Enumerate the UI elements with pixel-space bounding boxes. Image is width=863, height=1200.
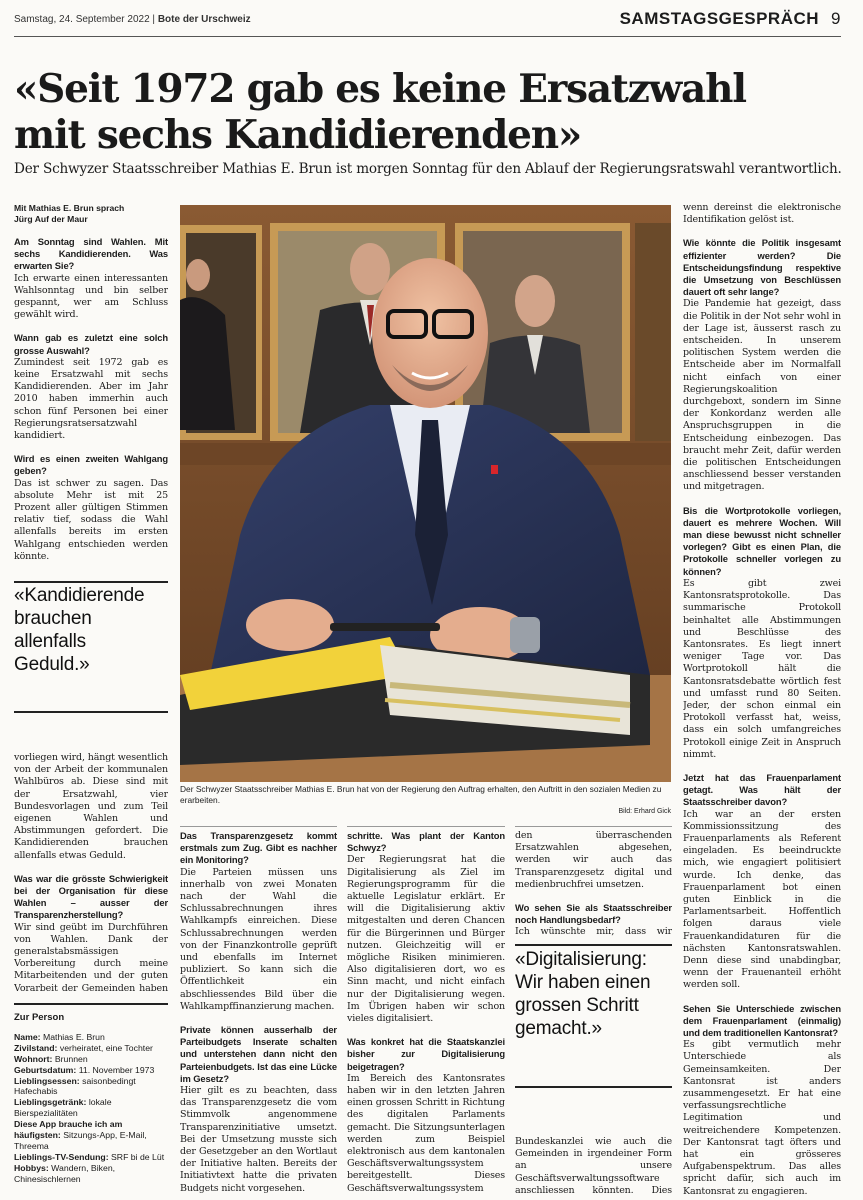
column-5 (683, 202, 841, 1198)
value-birthdate: 11. November 1973 (78, 1064, 155, 1075)
value-favorite-tv: SRF bi de Lüt (111, 1151, 165, 1162)
portrait-photo (180, 205, 671, 782)
value-residence: Brunnen (54, 1053, 88, 1064)
headline-line-2: mit sechs Kandidierenden» (14, 112, 582, 158)
pullquote-2-rule-top (515, 944, 672, 946)
answer: Der Regierungsrat hat die Digitalisierung als Ziel im Regierungsprogramm für die aktuelle Legislatur erklärt. Er will die Digitalisierung aktiv mitgestalten und deren Chancen für die Bürgerinnen und Bürger nutzen. Gleichzeitig will er mögliche Risiken minimieren. Also digitalisieren dort, wo es Sinn macht, und nicht einfach nur der Digitalisierung wegen. Im Übrigen haben wir schon vieles digitalisiert. (347, 854, 505, 1025)
page-number: 9 (831, 9, 841, 28)
value-favorite-food: saisonbedingt Hafechabis (14, 1075, 136, 1097)
question: Sehen Sie Unterschiede zwischen dem Frauenparlament (einmalig) und dem traditionellen Kantonsrat? (683, 1002, 841, 1038)
answer: Zumindest seit 1972 gab es keine Ersatzwahl mit sechs Kandidierenden. Aber im Jahr 2010 haben immerhin auch schon fünf Personen bei einer Regierungsratsersatzwahl kandidiert. (14, 356, 168, 442)
header-date: Samstag, 24. September 2022 (14, 14, 150, 25)
question: Private können ausserhalb der Parteibudgets Inserate schalten und unterstehen dann nicht den Parteienbudgets. Ist das eine Lücke im Gesetz? (180, 1024, 337, 1084)
answer: Ich erwarte einen interessanten Wahlsonntag und bin selber gespannt, wer am Schluss gewählt wird. (14, 272, 168, 321)
painting-left (180, 225, 262, 440)
pullquote-rule-bottom (14, 711, 168, 713)
label-name: Name: (14, 1031, 41, 1042)
column-4-bottom (515, 1136, 672, 1198)
answer: Es gibt zwei Kantonsratsprotokolle. Das summarische Protokoll beinhaltet alle Abstimmungen und Beschlüsse des Kantonsrates. Es liegt innert weniger Tage vor. Das Wortprotokoll hält die Kantonsratsdebatte wörtlich fest und umfasst rund 80 Seiten. Jeder, der schon einmal ein Protokoll verfasst hat, weiss, dass ein solch umfangreiches Protokoll einige Zeit in Anspruch nimmt. (683, 577, 841, 760)
pullquote-line: allenfalls (14, 631, 86, 652)
value-hobbies: Wandern, Biken, Chinesischlernen (14, 1162, 116, 1184)
question: Wann gab es zuletzt eine solch grosse Auswahl? (14, 332, 168, 356)
answer: Im Bereich des Kantonsrates haben wir in den letzten Jahren einen grossen Schritt in Richtung des digitalen Parlaments gemacht. Die Sitzungsunterlagen werden zum Beispiel elektronisch aus dem kantonalen Geschäftsverwaltungssystem bereitgestellt. Dieses Geschäftsverwaltungssystem (347, 1072, 505, 1194)
question: Wie könnte die Politik insgesamt effizienter werden? Die Entscheidungsfindung respektive die Umsetzung von Beschlüssen dauert oft sehr lange? (683, 237, 841, 298)
answer: den überraschenden Ersatzwahlen abgesehen, werden wir auch das Transparenzgesetz digital und medienbruchfrei umsetzen. (515, 830, 672, 890)
answer: Ich wünschte mir, dass wir (515, 926, 672, 938)
byline (14, 203, 168, 225)
pullquote-2-rule-bottom (515, 1086, 672, 1088)
value-favorite-app: Sitzungs-App, E-Mail, Threema (14, 1130, 147, 1151)
answer: wenn dereinst die elektronische Identifikation gelöst ist. (683, 202, 841, 226)
column-1-bottom (14, 752, 168, 992)
caption-text: Der Schwyzer Staatsschreiber Mathias E. Brun hat von der Regierung den Auftrag erhalten, den Auftritt in den sozialen Medien zu erarbeiten. (180, 784, 662, 805)
byline-line-1: Mit Mathias E. Brun sprach (14, 203, 125, 213)
column-4-rule (515, 826, 672, 827)
label-favorite-drink: Lieblingsgetränk: (14, 1097, 87, 1108)
label-birthdate: Geburtsdatum: (14, 1064, 77, 1075)
column-3 (347, 830, 505, 1196)
value-civil-status: verheiratet, eine Tochter (59, 1042, 153, 1053)
answer: Ich war an der ersten Kommissionssitzung des Frauenparlaments als Referent eingeladen. Es beeindruckte mich, wie engagiert politisiert wurde. Ich denke, das Frauenparlament bot einen guten Einblick in die Parlamentsarbeit. Hoffentlich folgen daraus viele Frauenkandidaturen für die nächsten Kantonsratswahlen. Denn diese sind unabdingbar, wenn der Frauenanteil erhöht werden soll. (683, 808, 841, 991)
watch (510, 617, 540, 653)
label-favorite-food: Lieblingsessen: (14, 1075, 80, 1086)
label-favorite-tv: Lieblings-TV-Sendung: (14, 1151, 109, 1162)
pullquote-line: «Digitalisierung: (515, 949, 647, 970)
pullquote-line: Geduld.» (14, 654, 90, 675)
question: Wird es einen zweiten Wahlgang geben? (14, 453, 168, 477)
question: Was war die grösste Schwierigkeit bei der Organisation für diese Wahlen – ausser der Transparenzherstellung? (14, 872, 168, 921)
pullquote-line: Wir haben einen (515, 972, 651, 993)
answer: Das ist schwer zu sagen. Das absolute Mehr ist mit 25 Prozent aller gültigen Stimmen relativ tief, sodass die Wahl allenfalls bereits im ersten Wahlgang entschieden werden könnte. (14, 477, 168, 562)
photo-caption (180, 784, 671, 817)
answer: Hier gilt es zu beachten, dass das Transparenzgesetz die vom Stimmvolk angenommene Transparenzinitiative umsetzt. Bei der Umsetzung musste sich der Gesetzgeber an den Wortlaut der Initiative halten. Bereits der Initiativtext hatte die privaten Budgets nicht vorgesehen. (180, 1085, 337, 1194)
headline (14, 66, 854, 158)
pullquote-line: brauchen (14, 608, 92, 629)
answer: Wir sind geübt im Durchführen von Wahlen. Dank der generalstabsmässigen Vorbereitung durch meine Mitarbeitenden und der guten Vorarbeit der Gemeinden haben (14, 921, 168, 992)
header-dateline (14, 14, 251, 25)
value-name: Mathias E. Brun (42, 1031, 105, 1042)
question: Was konkret hat die Staatskanzlei bisher zur Digitalisierung beigetragen? (347, 1036, 505, 1072)
section-name: SAMSTAGSGESPRÄCH (619, 9, 820, 28)
pullquote-line: grossen Schritt (515, 995, 639, 1016)
answer: Die Parteien müssen uns innerhalb von zwei Monaten nach der Wahl die Schlussabrechnungen ihres Wahlkampfs einreichen. Diese Schlussabrechnungen werden von der Finanzkontrolle geprüft und ebenfalls im Internet publiziert. So kann sich die Öffentlichkeit ein abschliessendes Bild über die Wahlkampffinanzierung machen. (180, 866, 337, 1012)
portrait-illustration (180, 205, 671, 782)
person-box-title: Zur Person (14, 1012, 65, 1023)
value-favorite-drink: lokale Bierspezialitäten (14, 1097, 112, 1119)
answer: Es gibt vermutlich mehr Unterschiede als Gemeinsamkeiten. Der Kantonsrat ist anders zusammengesetzt. Er hat eine verfassungsrechtliche Legitimation und weitreichendere Kompetenzen. Der Kantonsrat tagt öfters und hat ein grösseres Aufgabenspektrum. Das alles spricht dafür, sich auch im Kantonsrat zu engagieren. (683, 1039, 841, 1197)
header-section (620, 9, 841, 29)
lead-paragraph: Der Schwyzer Staatsschreiber Mathias E. Brun ist morgen Sonntag für den Ablauf der Regierungsratswahl verantwortlich. (14, 161, 842, 177)
pullquote-line: gemacht.» (515, 1018, 602, 1039)
question: Wo sehen Sie als Staatsschreiber noch Handlungsbedarf? (515, 902, 672, 926)
byline-line-2: Jürg Auf der Maur (14, 214, 88, 224)
headline-line-1: «Seit 1972 gab es keine Ersatzwahl (14, 66, 746, 112)
column-3-rule (347, 826, 505, 827)
question: Am Sonntag sind Wahlen. Mit sechs Kandidierenden. Was erwarten Sie? (14, 236, 168, 272)
label-favorite-app: Diese App brauche ich am häufigsten: (14, 1119, 123, 1141)
answer: vorliegen wird, hängt wesentlich von der Arbeit der kommunalen Wahlbüros ab. Diese sind mit der Ersatzwahl, vier Bundesvorlagen und zum Teil eigenen Wahlen und Abstimmungen gefordert. Die Kandidierenden brauchen allenfalls etwas Geduld. (14, 752, 168, 861)
pullquote-line: «Kandidierende (14, 585, 145, 606)
person-box (14, 1004, 168, 1185)
header-separator: | (152, 14, 156, 25)
photo-credit: Bild: Erhard Gick (618, 807, 671, 815)
column-2 (180, 830, 337, 1196)
header-paper-name: Bote der Urschweiz (157, 14, 251, 25)
header-rule (14, 36, 841, 37)
column-4-top (515, 830, 672, 940)
label-residence: Wohnort: (14, 1053, 53, 1064)
pullquote-2 (515, 948, 680, 1040)
answer: Bundeskanzlei wie auch die Gemeinden in irgendeiner Form an unsere Geschäftsverwaltungssoftware anschliessen könnten. Dies (515, 1136, 672, 1196)
left-hand (246, 599, 334, 651)
pen (330, 623, 440, 631)
column-1-top (14, 236, 168, 566)
answer: Die Pandemie hat gezeigt, dass die Politik in der Not sehr wohl in der Lage ist, äusserst rasch zu entscheiden. In unserem politischen System werden die Entscheide aber im Normalfall nicht einfach von einer Regierungskoalition durchgeboxt, sondern im Sinne der Konkordanz werden alle Anspruchsgruppen in die Entscheidung einbezogen. Das braucht mehr Zeit, dafür werden die politischen Entscheidungen anschliessend besser verstanden und mitgetragen. (683, 298, 841, 493)
label-hobbies: Hobbys: (14, 1162, 49, 1173)
pullquote-1 (14, 584, 174, 676)
question: schritte. Was plant der Kanton Schwyz? (347, 830, 505, 854)
column-2-rule (180, 826, 337, 827)
question: Jetzt hat das Frauenparlament getagt. Was hält der Staatsschreiber davon? (683, 771, 841, 808)
pullquote-rule-top (14, 581, 168, 583)
question: Bis die Wortprotokolle vorliegen, dauert es mehrere Wochen. Will man diese bewusst nicht schneller vorlegen? Gibt es einen Plan, die Protokolle schneller vorlegen zu können? (683, 504, 841, 577)
label-civil-status: Zivilstand: (14, 1042, 58, 1053)
question: Das Transparenzgesetz kommt erstmals zum Zug. Gibt es nachher ein Monitoring? (180, 830, 337, 866)
lapel-pin (491, 465, 498, 474)
